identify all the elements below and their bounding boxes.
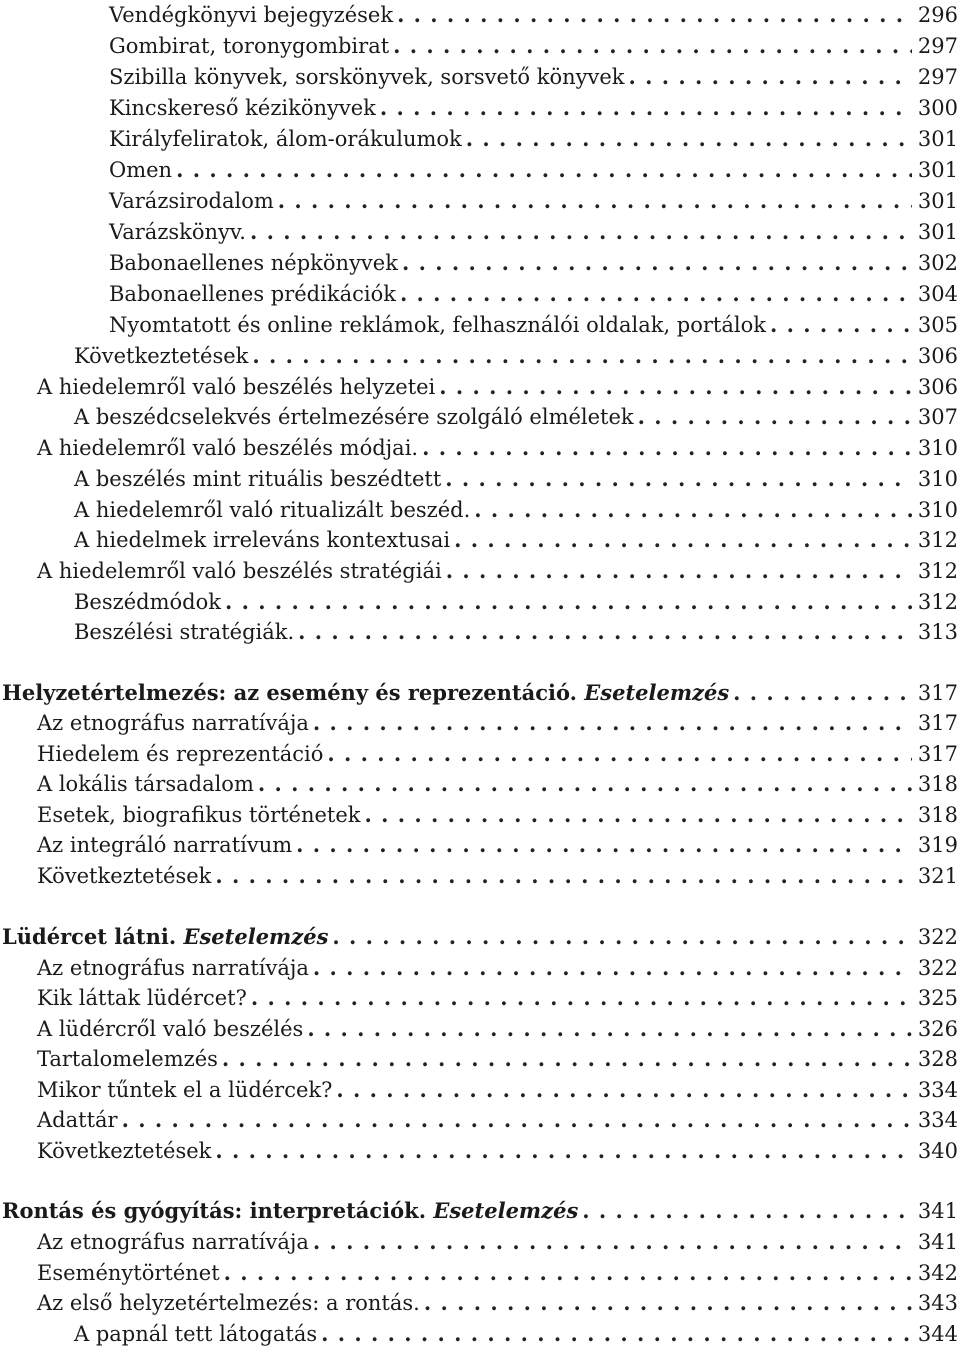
entry-title xyxy=(37,1258,220,1288)
entry-title-emphasis: Esetelemzés xyxy=(433,1198,579,1223)
page-number: 340 xyxy=(917,1139,958,1163)
toc-entry xyxy=(0,861,960,891)
entry-title-text: Adattár xyxy=(37,1108,118,1132)
toc-entry xyxy=(0,1075,960,1105)
entry-title xyxy=(37,861,211,891)
toc-entry xyxy=(0,402,960,432)
entry-title-text: Az első helyzetértelmezés: a rontás. xyxy=(37,1291,420,1315)
entry-title xyxy=(109,217,246,247)
entry-title-text: Hiedelem és reprezentáció xyxy=(37,742,324,766)
page-number: 325 xyxy=(917,986,958,1010)
entry-title-text: A hiedelemről való beszélés stratégiái xyxy=(37,559,442,583)
page-number: 313 xyxy=(917,620,958,644)
dot-leader xyxy=(122,1105,912,1135)
toc-entry xyxy=(0,433,960,463)
page-number: 322 xyxy=(917,956,958,980)
dot-leader xyxy=(225,587,912,617)
toc-entry xyxy=(0,587,960,617)
entry-title xyxy=(37,769,254,799)
page-number: 317 xyxy=(917,681,958,705)
entry-title-text: Beszélési stratégiák. xyxy=(74,620,295,644)
entry-title-text: Babonaellenes prédikációk xyxy=(109,282,396,306)
dot-leader xyxy=(474,495,912,525)
page-number: 317 xyxy=(917,711,958,735)
entry-title-text: A hiedelemről való beszélés módjai. xyxy=(37,436,419,460)
entry-title-text: Helyzetértelmezés: az esemény és reprezentáció. xyxy=(2,680,577,705)
entry-title xyxy=(109,124,462,154)
entry-title xyxy=(37,372,435,402)
entry-title xyxy=(37,800,361,830)
dot-leader xyxy=(215,861,912,891)
dot-leader xyxy=(222,1044,912,1074)
entry-title xyxy=(74,1319,317,1349)
page-number: 342 xyxy=(917,1261,958,1285)
entry-title xyxy=(37,1288,420,1318)
page-number: 312 xyxy=(917,528,958,552)
entry-title-text: Omen xyxy=(109,158,173,182)
entry-title-text: Vendégkönyvi bejegyzések xyxy=(109,3,394,27)
entry-title-text: Esetek, biografikus történetek xyxy=(37,803,361,827)
dot-leader xyxy=(251,983,912,1013)
dot-leader xyxy=(380,93,912,123)
entry-title xyxy=(74,341,248,371)
page-number: 305 xyxy=(917,313,958,337)
entry-title-text: A beszélés mint rituális beszédtett xyxy=(74,467,442,491)
page-number: 310 xyxy=(917,467,958,491)
entry-title xyxy=(109,31,389,61)
dot-leader xyxy=(298,617,912,647)
entry-title-text: Kik láttak lüdércet? xyxy=(37,986,247,1010)
entry-title-text: Kincskereső kézikönyvek xyxy=(109,96,376,120)
toc-entry xyxy=(0,1258,960,1288)
entry-title-text: A hiedelemről való beszélés helyzetei xyxy=(37,375,436,399)
entry-title-emphasis: Esetelemzés xyxy=(584,680,730,705)
page-number: 296 xyxy=(917,3,958,27)
toc-entry xyxy=(0,1227,960,1257)
entry-title xyxy=(109,0,393,30)
dot-leader xyxy=(446,556,912,586)
entry-title-text: Mikor tűntek el a lüdércek? xyxy=(37,1078,333,1102)
entry-title xyxy=(74,587,221,617)
dot-leader xyxy=(313,1227,912,1257)
toc-entry xyxy=(0,739,960,769)
dot-leader xyxy=(336,1075,912,1105)
entry-title xyxy=(37,830,292,860)
entry-title xyxy=(74,495,470,525)
page-number: 341 xyxy=(917,1199,958,1223)
entry-title xyxy=(2,678,729,708)
dot-leader xyxy=(176,155,912,185)
entry-title xyxy=(37,983,247,1013)
entry-title xyxy=(74,617,294,647)
entry-title xyxy=(2,1196,578,1226)
dot-leader xyxy=(215,1136,912,1166)
dot-leader xyxy=(422,433,912,463)
toc-entry xyxy=(0,1136,960,1166)
page-number: 301 xyxy=(917,189,958,213)
dot-leader xyxy=(466,124,912,154)
entry-title xyxy=(74,525,450,555)
toc-entry xyxy=(0,800,960,830)
page-number: 297 xyxy=(917,34,958,58)
entry-title-text: Az etnográfus narratívája xyxy=(37,956,309,980)
toc-entry xyxy=(0,525,960,555)
page-number: 300 xyxy=(917,96,958,120)
toc-entry xyxy=(0,186,960,216)
entry-title-text: Varázskönyv. xyxy=(109,220,246,244)
entry-title-text: Rontás és gyógyítás: interpretációk. xyxy=(2,1198,427,1223)
toc-entry xyxy=(0,248,960,278)
page-number: 306 xyxy=(917,344,958,368)
entry-title-text: Tartalomelemzés xyxy=(37,1047,218,1071)
dot-leader xyxy=(582,1196,912,1226)
dot-leader xyxy=(258,769,912,799)
entry-title xyxy=(74,464,441,494)
entry-title xyxy=(37,739,323,769)
page-number: 319 xyxy=(917,833,958,857)
entry-title-text: A lüdércről való beszélés xyxy=(37,1017,304,1041)
dot-leader xyxy=(770,310,912,340)
page-number: 322 xyxy=(917,925,958,949)
page-number: 317 xyxy=(917,742,958,766)
entry-title-text: A papnál tett látogatás xyxy=(74,1322,318,1346)
dot-leader xyxy=(365,800,912,830)
toc-entry xyxy=(0,708,960,738)
page-number: 344 xyxy=(917,1322,958,1346)
page-number: 334 xyxy=(917,1108,958,1132)
entry-title xyxy=(2,922,328,952)
dot-leader xyxy=(250,217,912,247)
page-number: 304 xyxy=(917,282,958,306)
entry-title-text: Az etnográfus narratívája xyxy=(37,711,309,735)
entry-title xyxy=(37,1014,303,1044)
dot-leader xyxy=(252,341,912,371)
entry-title-text: Következtetések xyxy=(74,344,249,368)
page-number: 321 xyxy=(917,864,958,888)
toc-entry xyxy=(0,0,960,30)
dot-leader xyxy=(454,525,912,555)
toc-entry xyxy=(0,1319,960,1349)
dot-leader xyxy=(445,464,912,494)
toc-entry xyxy=(0,1014,960,1044)
toc-entry xyxy=(0,464,960,494)
page-number: 328 xyxy=(917,1047,958,1071)
dot-leader xyxy=(397,0,912,30)
entry-title xyxy=(109,279,396,309)
toc-entry xyxy=(0,617,960,647)
dot-leader xyxy=(296,830,912,860)
toc-entry xyxy=(0,93,960,123)
entry-title xyxy=(37,433,418,463)
toc-chapter-entry xyxy=(0,1196,960,1226)
entry-title-text: Babonaellenes népkönyvek xyxy=(109,251,398,275)
page-number: 307 xyxy=(917,405,958,429)
dot-leader xyxy=(224,1258,912,1288)
toc-entry xyxy=(0,1105,960,1135)
toc-entry xyxy=(0,953,960,983)
entry-title-text: Varázsirodalom xyxy=(109,189,274,213)
toc-entry xyxy=(0,279,960,309)
dot-leader xyxy=(307,1014,912,1044)
page-number: 301 xyxy=(917,127,958,151)
entry-title xyxy=(109,93,376,123)
page-number: 310 xyxy=(917,498,958,522)
entry-title xyxy=(37,1136,211,1166)
entry-title-text: Királyfeliratok, álom-orákulumok xyxy=(109,127,462,151)
toc-entry xyxy=(0,1044,960,1074)
entry-title-text: Lüdércet látni. xyxy=(2,924,177,949)
entry-title-text: A lokális társadalom xyxy=(37,772,254,796)
dot-leader xyxy=(733,678,912,708)
dot-leader xyxy=(327,739,911,769)
toc-entry xyxy=(0,310,960,340)
toc-entry xyxy=(0,556,960,586)
entry-title-text: A hiedelmek irreleváns kontextusai xyxy=(74,528,451,552)
page-number: 306 xyxy=(917,375,958,399)
toc-entry xyxy=(0,62,960,92)
toc-entry xyxy=(0,769,960,799)
dot-leader xyxy=(332,922,912,952)
entry-title-text: Szibilla könyvek, sorskönyvek, sorsvető könyvek xyxy=(109,65,625,89)
page-number: 341 xyxy=(917,1230,958,1254)
toc-entry xyxy=(0,341,960,371)
page-number: 310 xyxy=(917,436,958,460)
page-number: 301 xyxy=(917,158,958,182)
dot-leader xyxy=(638,402,912,432)
toc-entry xyxy=(0,1288,960,1318)
entry-title-text: Eseménytörténet xyxy=(37,1261,220,1285)
entry-title-text: Nyomtatott és online reklámok, felhasználói oldalak, portálok xyxy=(109,313,766,337)
entry-title xyxy=(109,186,274,216)
entry-title xyxy=(37,953,309,983)
entry-title xyxy=(109,155,172,185)
entry-title xyxy=(37,1075,332,1105)
page-number: 312 xyxy=(917,590,958,614)
dot-leader xyxy=(424,1288,912,1318)
entry-title-emphasis: Esetelemzés xyxy=(183,924,329,949)
entry-title-text: Az etnográfus narratívája xyxy=(37,1230,309,1254)
entry-title-text: A hiedelemről való ritualizált beszéd. xyxy=(74,498,471,522)
toc-entry xyxy=(0,983,960,1013)
toc-entry xyxy=(0,31,960,61)
entry-title-text: Következtetések xyxy=(37,864,212,888)
page-number: 326 xyxy=(917,1017,958,1041)
page-number: 343 xyxy=(917,1291,958,1315)
entry-title-text: Gombirat, toronygombirat xyxy=(109,34,390,58)
dot-leader xyxy=(439,372,912,402)
entry-title xyxy=(37,1227,309,1257)
page-number: 318 xyxy=(917,772,958,796)
entry-title-text: A beszédcselekvés értelmezésére szolgáló elméletek xyxy=(74,405,634,429)
dot-leader xyxy=(313,953,912,983)
entry-title xyxy=(109,248,398,278)
entry-title xyxy=(37,1044,218,1074)
entry-title-text: Beszédmódok xyxy=(74,590,221,614)
dot-leader xyxy=(321,1319,912,1349)
entry-title xyxy=(74,402,634,432)
toc-entry xyxy=(0,155,960,185)
toc-entry xyxy=(0,495,960,525)
page-number: 302 xyxy=(917,251,958,275)
entry-title-text: Következtetések xyxy=(37,1139,212,1163)
entry-title xyxy=(37,556,442,586)
entry-title-text: Az integráló narratívum xyxy=(37,833,293,857)
page-number: 318 xyxy=(917,803,958,827)
dot-leader xyxy=(629,62,912,92)
page-number: 312 xyxy=(917,559,958,583)
toc-chapter-entry xyxy=(0,678,960,708)
page-number: 297 xyxy=(917,65,958,89)
entry-title xyxy=(109,310,766,340)
entry-title xyxy=(109,62,625,92)
toc-chapter-entry xyxy=(0,922,960,952)
page-number: 334 xyxy=(917,1078,958,1102)
entry-title xyxy=(37,708,309,738)
dot-leader xyxy=(402,248,912,278)
dot-leader xyxy=(313,708,912,738)
dot-leader xyxy=(393,31,912,61)
toc-entry xyxy=(0,124,960,154)
page-number: 301 xyxy=(917,220,958,244)
toc-entry xyxy=(0,217,960,247)
dot-leader xyxy=(400,279,912,309)
dot-leader xyxy=(278,186,912,216)
toc-entry xyxy=(0,830,960,860)
toc-entry xyxy=(0,372,960,402)
entry-title xyxy=(37,1105,118,1135)
